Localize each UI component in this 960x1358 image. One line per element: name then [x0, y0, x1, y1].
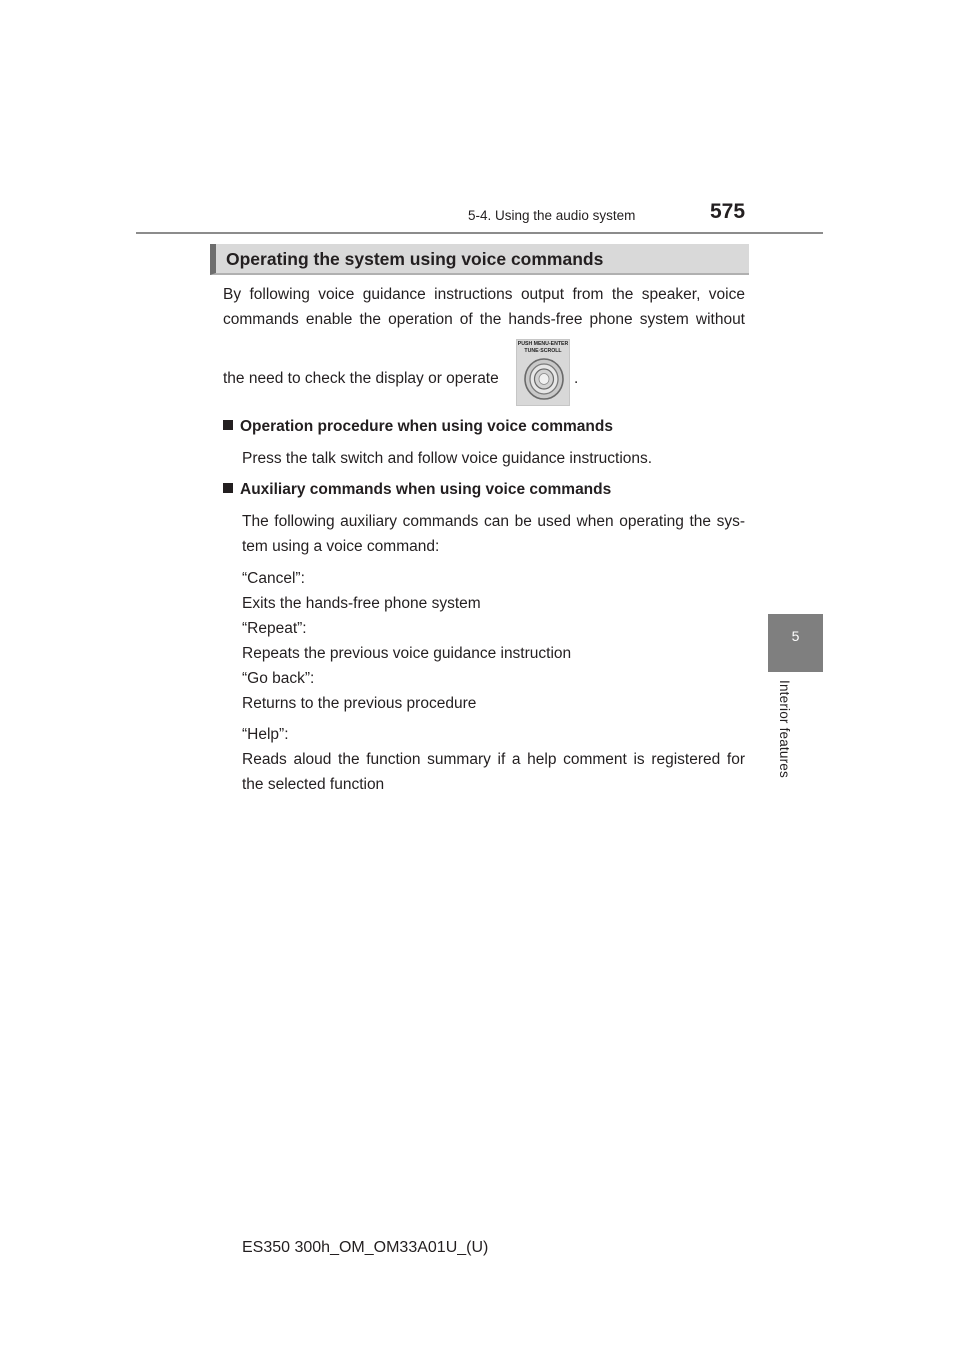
- bullet-square-icon: [223, 483, 233, 493]
- intro-line-2: commands enable the operation of the hands-free phone system without: [223, 311, 745, 328]
- knob-icon: [523, 357, 565, 401]
- knob-label: PUSH MENU-ENTER TUNE·SCROLL: [517, 341, 569, 354]
- intro-line-1: By following voice guidance instructions output from the speaker, voice: [223, 286, 745, 303]
- chapter-title: Interior features: [777, 680, 792, 778]
- command-repeat-name: “Repeat”:: [242, 620, 307, 637]
- footer-document-code: ES350 300h_OM_OM33A01U_(U): [242, 1239, 489, 1256]
- subsection-heading-operation: Operation procedure when using voice commands: [223, 418, 613, 436]
- command-help-name: “Help”:: [242, 726, 289, 743]
- header-rule: [136, 232, 823, 234]
- auxiliary-text-line-2: tem using a voice command:: [242, 538, 440, 555]
- intro-line-3-period: .: [574, 370, 579, 387]
- page-number: 575: [710, 200, 746, 223]
- command-goback-desc: Returns to the previous procedure: [242, 695, 477, 712]
- section-title-bar: [210, 244, 749, 275]
- intro-line-3: the need to check the display or operate: [223, 370, 499, 387]
- operation-text: Press the talk switch and follow voice guidance instructions.: [242, 450, 653, 467]
- command-help-desc-line-2: the selected function: [242, 776, 385, 793]
- header-section-title: 5-4. Using the audio system: [468, 208, 636, 223]
- tune-scroll-knob-image: [516, 339, 570, 406]
- command-cancel-desc: Exits the hands-free phone system: [242, 595, 481, 612]
- command-goback-name: “Go back”:: [242, 670, 315, 687]
- command-cancel-name: “Cancel”:: [242, 570, 305, 587]
- section-title: Operating the system using voice commands: [226, 249, 604, 269]
- command-repeat-desc: Repeats the previous voice guidance instruction: [242, 645, 572, 662]
- command-help-desc-line-1: Reads aloud the function summary if a help comment is registered for: [242, 751, 745, 768]
- bullet-square-icon: [223, 420, 233, 430]
- chapter-tab: [768, 614, 823, 672]
- auxiliary-text-line-1: The following auxiliary commands can be used when operating the sys-: [242, 513, 745, 530]
- chapter-number: 5: [791, 628, 800, 644]
- subsection-heading-auxiliary: Auxiliary commands when using voice commands: [223, 481, 611, 499]
